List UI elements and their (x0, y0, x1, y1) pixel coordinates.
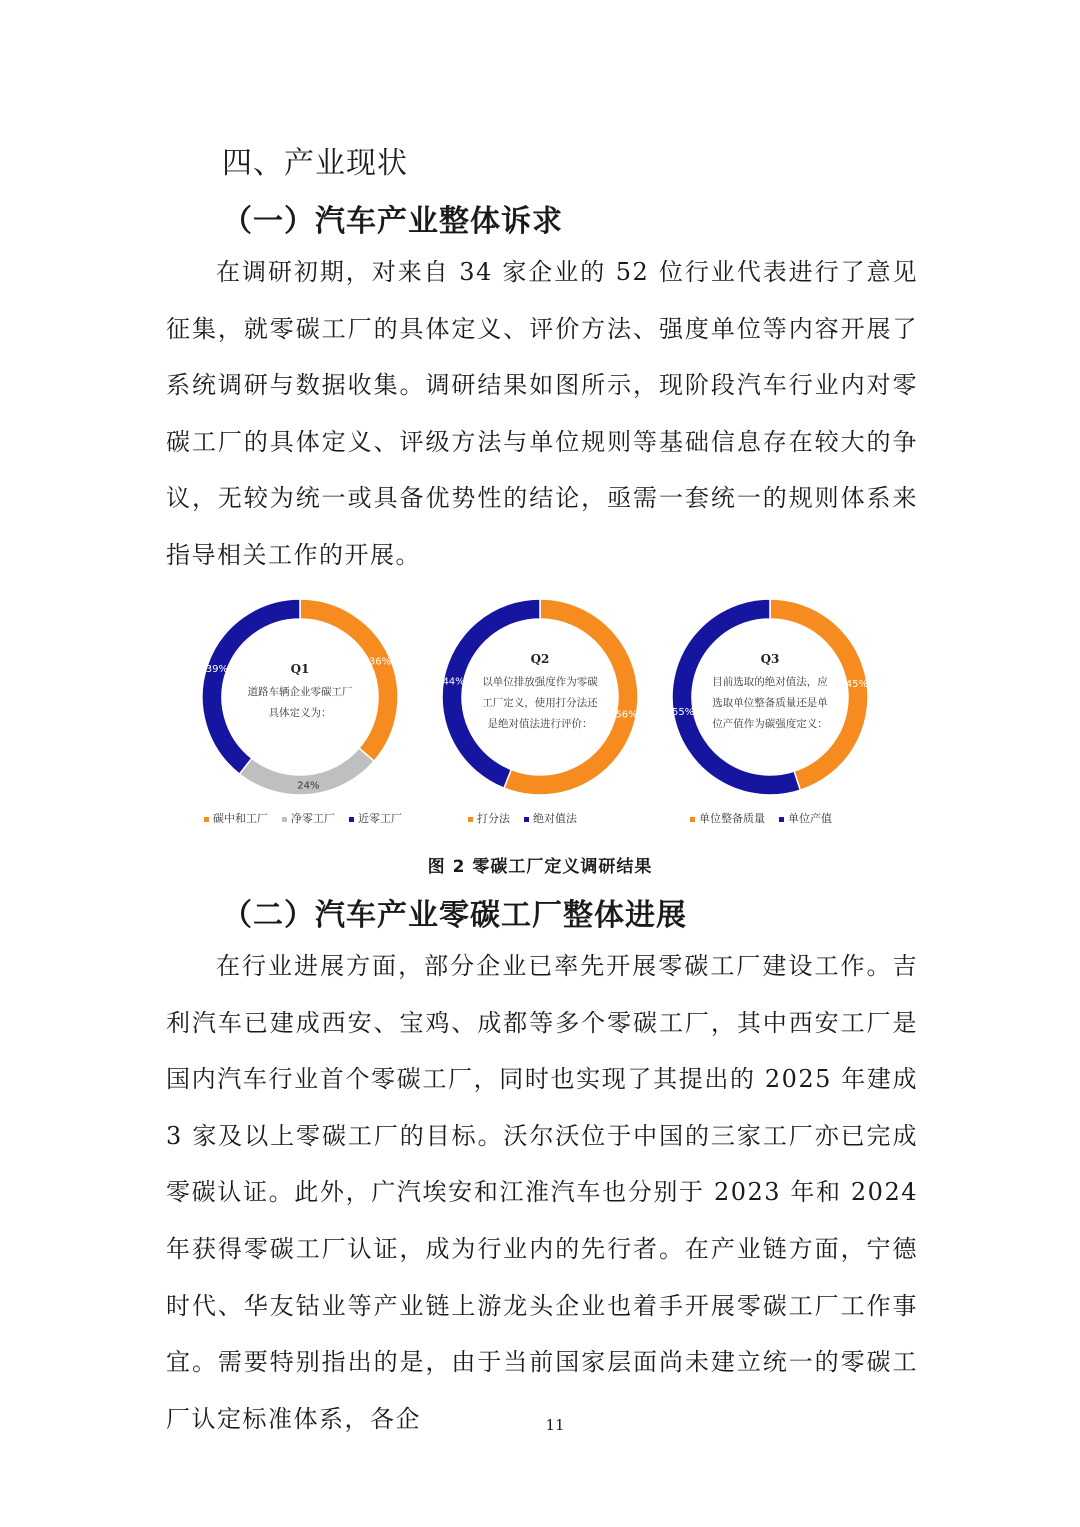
legend-label: 单位整备质量 (699, 812, 765, 825)
chart-q1 (180, 592, 420, 832)
page-number: 11 (545, 1416, 565, 1434)
legend-item (779, 810, 832, 826)
chart-q3 (650, 592, 890, 832)
chart-q2-donut (420, 592, 660, 812)
subsection-heading-1: （一）汽车产业整体诉求 (222, 204, 563, 239)
donut-slice-单位整备质量 (770, 599, 868, 790)
chart-question-line: 道路车辆企业零碳工厂 (247, 686, 353, 698)
legend-label: 近零工厂 (358, 812, 402, 825)
chart-question-line: 具体定义为： (268, 707, 332, 719)
chart-q3-donut (650, 592, 890, 812)
donut-value-label: 56% (615, 709, 638, 721)
donut-value-label: 36% (368, 656, 392, 668)
chart-q2 (420, 592, 660, 832)
legend-label: 单位产值 (788, 812, 832, 825)
donut-value-label: 39% (205, 664, 228, 676)
donut-value-label: 44% (442, 676, 465, 688)
legend-label: 碳中和工厂 (213, 812, 268, 825)
donut-value-label: 45% (845, 679, 869, 691)
subsection-heading-2: （二）汽车产业零碳工厂整体进展 (222, 898, 687, 933)
legend-swatch (349, 817, 354, 822)
chart-title: Q1 (290, 662, 310, 676)
chart-q2-legend (468, 810, 591, 826)
donut-value-label: 55% (671, 706, 695, 718)
chart-question-line: 是绝对值法进行评价： (487, 718, 593, 730)
legend-swatch (468, 817, 473, 822)
chart-question-line: 以单位排放强度作为零碳 (482, 676, 598, 688)
donut-slice-碳中和工厂 (300, 599, 398, 761)
legend-label: 净零工厂 (291, 812, 335, 825)
legend-swatch (524, 817, 529, 822)
legend-item (349, 810, 402, 826)
legend-swatch (204, 817, 209, 822)
donut-slice-绝对值法 (442, 599, 540, 788)
legend-item (204, 810, 268, 826)
paragraph-1 (166, 244, 918, 584)
legend-item (690, 810, 765, 826)
chart-question-line: 工厂定义，使用打分法还 (482, 697, 598, 709)
chart-question-line: 选取单位整备质量还是单 (712, 697, 828, 709)
donut-value-label: 24% (297, 780, 320, 792)
legend-item (282, 810, 335, 826)
chart-question-line: 位产值作为碳强度定义： (712, 718, 828, 730)
chart-title: Q3 (760, 652, 780, 666)
legend-item (524, 810, 577, 826)
paragraph-2 (166, 938, 918, 1447)
legend-swatch (282, 817, 287, 822)
chart-question-line: 目前选取的绝对值法，应 (712, 676, 828, 688)
chart-q3-legend (690, 810, 846, 826)
chart-q1-legend (204, 810, 416, 826)
chart-title: Q2 (530, 652, 550, 666)
figure-caption: 图 2 零碳工厂定义调研结果 (427, 857, 653, 877)
section-heading: 四、产业现状 (222, 146, 408, 181)
paragraph-2-text: 在行业进展方面，部分企业已率先开展零碳工厂建设工作。吉利汽车已建成西安、宝鸡、成都等多个零碳工厂，其中西安工厂是国内汽车行业首个零碳工厂，同时也实现了其提出的 2025 年建成 3 家及以上零碳工厂的目标。沃尔沃位于中国的三家工厂亦已完成零碳认证。此外，广汽埃安和江淮汽车也分别于 2023 年和 2024 年获得零碳工厂认证，成为行业内的先行者。在产业链方面，宁德时代、华友钴业等产业链上游龙头企业也着手开展零碳工厂工作事宜。需要特别指出的是，由于当前国家层面尚未建立统一的零碳工厂认定标准体系，各企 (166, 952, 918, 1433)
paragraph-1-text: 在调研初期，对来自 34 家企业的 52 位行业代表进行了意见征集，就零碳工厂的具体定义、评价方法、强度单位等内容开展了系统调研与数据收集。调研结果如图所示，现阶段汽车行业内对零碳工厂的具体定义、评级方法与单位规则等基础信息存在较大的争议，无较为统一或具备优势性的结论，亟需一套统一的规则体系来指导相关工作的开展。 (166, 258, 918, 569)
legend-item (468, 810, 510, 826)
legend-label: 打分法 (477, 812, 510, 825)
legend-swatch (779, 817, 784, 822)
legend-label: 绝对值法 (533, 812, 577, 825)
figure-charts (180, 592, 900, 832)
chart-q1-donut (180, 592, 420, 812)
legend-swatch (690, 817, 695, 822)
